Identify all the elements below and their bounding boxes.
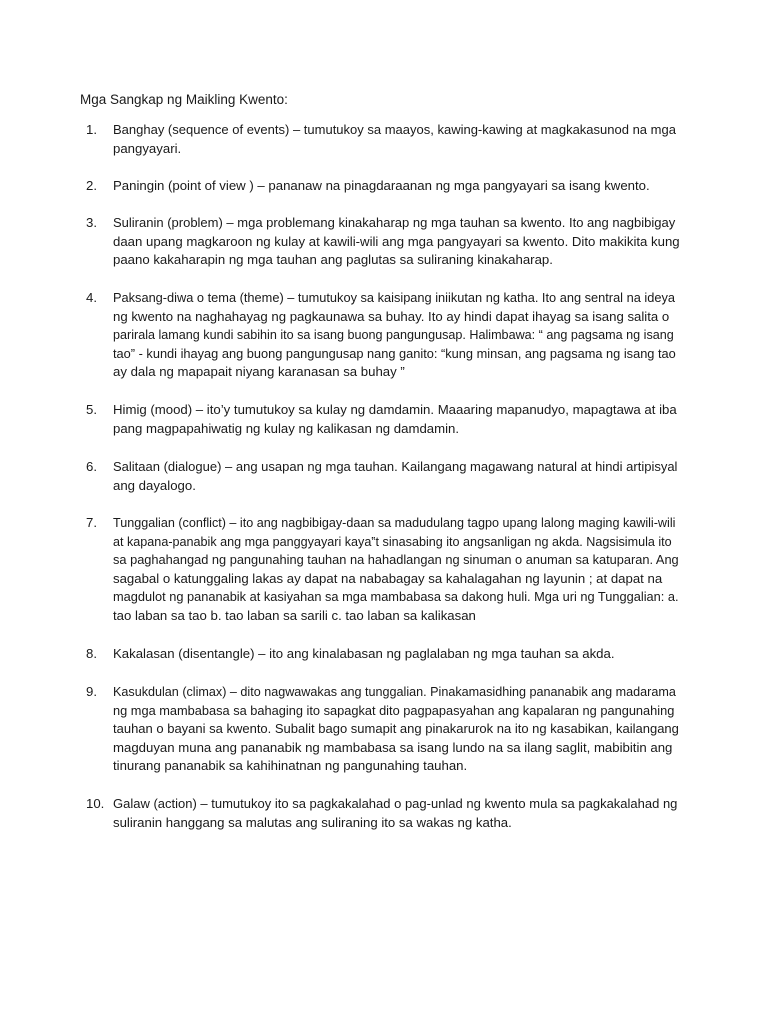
list-item-text-line: ng mga mambabasa sa bahaging ito sapagkat dito pagpapasyahan ang kapalaran ng pangunahing xyxy=(113,702,675,718)
list-item-text-line: Kakalasan (disentangle) – ito ang kinalabasan ng paglalaban ng mga tauhan sa akda. xyxy=(113,646,615,661)
list-item-number: 3. xyxy=(86,215,97,230)
list-item xyxy=(80,514,680,626)
list-item xyxy=(80,121,680,158)
list-item-text-line: at kapana-panabik ang mga panggyayari kaya‟t sinasabing ito angsanligan ng akda. Nagsisimula ito xyxy=(113,534,672,549)
list-item xyxy=(80,795,680,832)
list-item-text-line: paano kakaharapin ng mga tauhan ang paglutas sa suliraning kinakaharap. xyxy=(113,252,553,268)
list-item-number: 9. xyxy=(86,684,97,699)
list-item-number: 6. xyxy=(86,459,97,474)
list-item-text-line: Galaw (action) – tumutukoy ito sa pagkakalahad o pag-unlad ng kwento mula sa pagkakalahad ng xyxy=(113,796,678,811)
list-item-text-line: daan upang magkaroon ng kulay at kawili-wili ang mga pangyayari sa kwento. Dito makikita kung xyxy=(113,233,680,249)
list-item-number: 10. xyxy=(86,796,105,811)
list-item xyxy=(80,645,680,664)
list-item-text-line: sa paghahangad ng pangunahing tauhan na hahadlangan ng sinuman o anuman sa katuparan. Ang xyxy=(113,552,679,568)
list-item xyxy=(80,214,680,270)
list-item-text-line: tauhan o bayani sa kwento. Subalit bago sumapit ang pinakarurok na ito ng kasabikan, kailangang xyxy=(113,721,679,737)
list-item-text-line: magduyan muna ang pananabik ng mambabasa sa isang lundo na sa ilang saglit, mabibitin ang xyxy=(113,739,673,755)
document-title: Mga Sangkap ng Maikling Kwento: xyxy=(80,92,288,107)
list-item-text-line: Suliranin (problem) – mga problemang kinakaharap ng mga tauhan sa kwento. Ito ang nagbibigay xyxy=(113,215,676,230)
list-item-number: 1. xyxy=(86,122,97,137)
list-item-text-line: Salitaan (dialogue) – ang usapan ng mga tauhan. Kailangang magawang natural at hindi artipisyal xyxy=(113,459,678,474)
list-item-text-line: Kasukdulan (climax) – dito nagwawakas ang tunggalian. Pinakamasidhing pananabik ang madarama xyxy=(113,685,676,699)
list-item-text-line: tinurang pananabik sa kahihinatnan ng pangunahing tauhan. xyxy=(113,758,468,774)
list-item-text-line: Himig (mood) – ito’y tumutukoy sa kulay ng damdamin. Maaaring mapanudyo, mapagtawa at iba xyxy=(113,402,677,417)
list-item xyxy=(80,177,680,196)
list-item xyxy=(80,289,680,382)
list-item-number: 4. xyxy=(86,290,97,305)
list-item-text-line: suliranin hanggang sa malutas ang suliraning ito sa wakas ng katha. xyxy=(113,814,512,830)
list-item-text-line: ay dala ng mapapait niyang karanasan sa buhay ” xyxy=(113,364,405,380)
list-item-text-line: Banghay (sequence of events) – tumutukoy sa maayos, kawing-kawing at magkakasunod na mga xyxy=(113,122,676,137)
list-item-text-line: pangyayari. xyxy=(113,140,182,156)
list-item xyxy=(80,683,680,776)
list-item-text-line: pang magpapahiwatig ng kulay ng kalikasan ng damdamin. xyxy=(113,420,460,436)
list-item-number: 5. xyxy=(86,402,97,417)
list-item-number: 8. xyxy=(86,646,97,661)
list-item-text-line: ng kwento na naghahayag ng pagkaunawa sa buhay. Ito ay hindi dapat ihayag sa isang salita o xyxy=(113,308,670,324)
list-item xyxy=(80,458,680,495)
list-item-text-line: Paksang-diwa o tema (theme) – tumutukoy sa kaisipang iniikutan ng katha. Ito ang sentral na ideya xyxy=(113,290,675,305)
list-item-text-line: parirala lamang kundi sabihin ito sa isang buong pangungusap. Halimbawa: “ ang pagsama ng isang xyxy=(113,328,674,343)
list-item-text-line: sagabal o katunggaling lakas ay dapat na nababagay sa kahalagahan ng layunin ; at dapat na xyxy=(113,570,663,586)
list-item-text-line: Paningin (point of view ) – pananaw na pinagdaraanan ng mga pangyayari sa isang kwento. xyxy=(113,178,650,193)
list-item-text-line: ang dayalogo. xyxy=(113,477,196,493)
list-item-text-line: tao” - kundi ihayag ang buong pangungusap nang ganito: “kung minsan, ang pagsama ng isang tao xyxy=(113,345,676,361)
list-item-number: 2. xyxy=(86,178,97,193)
list-item-text-line: Tunggalian (conflict) – ito ang nagbibigay-daan sa madudulang tagpo upang lalong maging kawili-wili xyxy=(113,516,676,530)
list-item xyxy=(80,401,680,438)
list-item-text-line: tao laban sa tao b. tao laban sa sarili c. tao laban sa kalikasan xyxy=(113,607,476,623)
list-item-number: 7. xyxy=(86,515,97,530)
list-item-text-line: magdulot ng pananabik at kasiyahan sa mga mambabasa sa dakong huli. Mga uri ng Tunggalian: a. xyxy=(113,589,679,605)
